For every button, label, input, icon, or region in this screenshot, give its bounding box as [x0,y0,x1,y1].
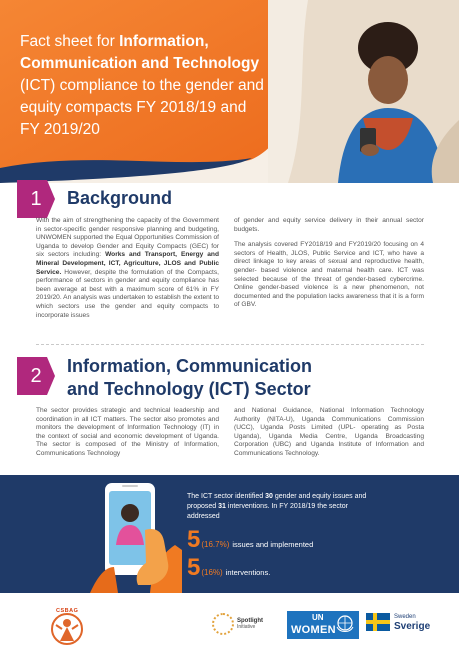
background-paragraph-3: The analysis covered FY2018/19 and FY2019/20 focusing on 4 sectors of Health, JLOS, Public Service and ICT, who have a direct linkage to key areas of sexual and reproductive health, gender- based violence and maternal health care. ICT was selected because of the threat of gender-based cybercrime. Online gender-based violence is a new phenomenon, not documented and the population lacks awareness that it is a form of GBV. [234,241,424,309]
section-1-title: Background [67,188,173,208]
stat-value: 5 [187,526,201,553]
stat-percentage: (16%) [201,568,223,577]
section-number-badge: 2 [17,357,55,395]
ict-sector-paragraph-1: The sector provides strategic and technical leadership and coordination in all ICT matters. The sector also promotes and monitors the development of Information Technology (IT) in the context of social and economic development of Uganda. The sector is composed of the Ministry of Information, Communications Technology [36,407,219,457]
phone-in-hand-illustration [90,475,182,593]
un-women-logo: UN WOMEN [287,611,359,639]
stat-label: issues and implemented [232,540,314,549]
partner-logos-footer [0,593,459,651]
header-banner [0,0,459,183]
csbag-logo-text: CSBAG [56,608,79,614]
section-2-column-2 [234,407,424,466]
stat-percentage: (16.7%) [201,540,230,549]
section-2-column-1 [36,407,219,466]
spotlight-ring-icon [212,613,234,635]
swedish-flag-icon [366,613,390,631]
section-2-title: Information, Communication and Technology (ICT) Sector [67,356,312,399]
section-number-badge: 1 [17,180,55,218]
section-1-column-1 [36,217,219,327]
section-divider [36,344,424,345]
section-2-heading [17,355,327,401]
background-paragraph-2: of gender and equity service delivery in their annual sector budgets. [234,217,424,233]
stats-summary: The ICT sector identified 30 gender and equity issues and proposed 31 interventions. In FY 2018/19 the sector addressed [187,493,367,520]
section-1-column-2 [234,217,424,317]
ict-sector-paragraph-2: and National Guidance, National Information Technology Authority (NITA-U), Uganda Communications Commission (UCC), Uganda Posts Limited (UPL- operating as Posta Uganda), Uganda Media Centre, Uganda Broadcasting Corporation (UBC) and Uganda Institute of Information and Communications Technology. [234,407,424,457]
stat-label: interventions. [225,568,271,577]
sweden-logo: Sweden Sverige [366,612,430,632]
stat-issues-addressed [187,527,313,553]
page-title: Fact sheet for Information, Communication and Technology (ICT) compliance to the gender and equity compacts FY 2018/19 and FY 2019/20 [20,33,264,138]
background-paragraph-1: With the aim of strengthening the capacity of the Government in sector-specific gender responsive planning and budgeting, UNWOMEN supported the Equal Opportunities Commission of Uganda to develop Gender and Equity Compacts (GEC) for six sectors including: Works and Transport, Energy and Mineral Development, ICT, Agriculture, JLOS and Public Service. However, despite the formulation of the Compacts, performance of sectors in gender and equity compliance has been average at best with a maximum score of 61% in FY 2019/20. An analysis was undertaken to establish the extent to which sectors use the gender and equity compacts to incorporate issues [36,217,219,319]
un-emblem-icon [335,613,355,635]
stats-panel [0,475,459,593]
spotlight-initiative-logo: Spotlight Initiative [212,613,263,635]
section-1-heading [17,180,172,218]
woman-with-phone-photo [268,0,459,183]
stat-interventions-implemented [187,555,270,581]
stat-value: 5 [187,554,201,581]
